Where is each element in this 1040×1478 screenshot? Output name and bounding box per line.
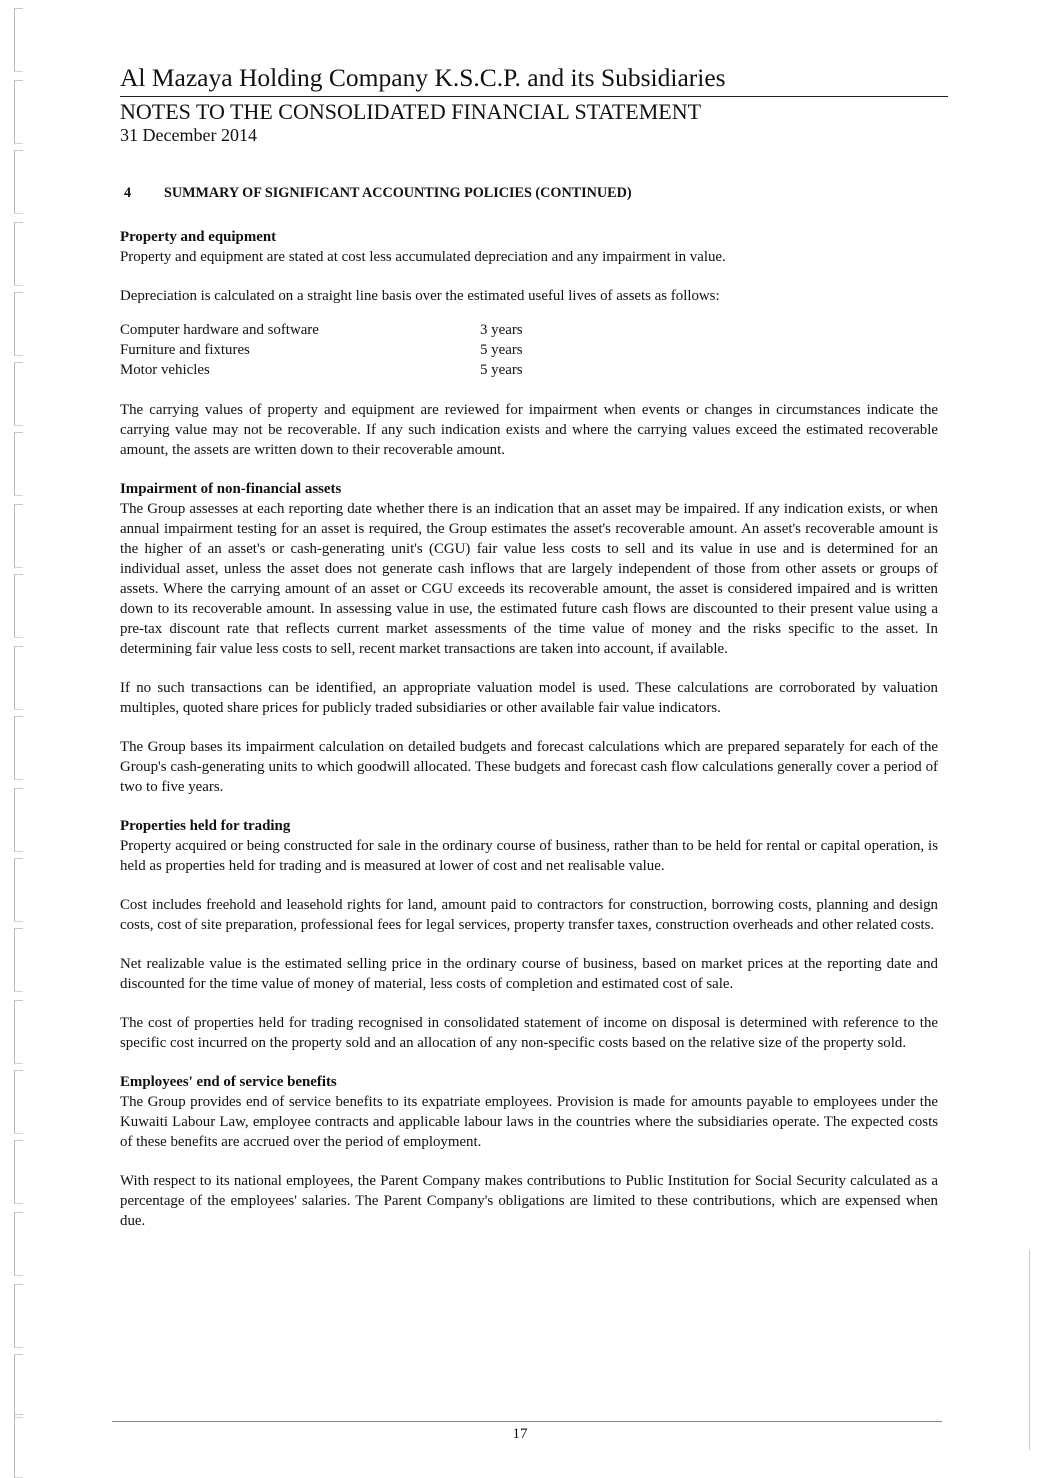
binding-mark: [14, 432, 23, 496]
useful-life: 5 years: [480, 342, 523, 358]
binding-hole-marks: [10, 0, 30, 1471]
binding-mark: [14, 574, 23, 638]
paragraph: Property and equipment are stated at cost less accumulated depreciation and any impairment in value.: [120, 249, 726, 265]
paragraph: The Group provides end of service benefits to its expatriate employees. Provision is made for amounts payable to employees under the Kuwaiti Labour Law, employee contracts and applicable labour laws in the countries where the subsidiaries operate. The expected costs of these benefits are accrued over the period of employment.: [120, 1094, 938, 1150]
document-title: NOTES TO THE CONSOLIDATED FINANCIAL STATEMENT: [120, 99, 702, 124]
paragraph: The carrying values of property and equipment are reviewed for impairment when events or changes in circumstances indicate the carrying value may not be recoverable. If any such indication exists and where the carrying values exceed the estimated recoverable amount, the assets are written down to their recoverable amount.: [120, 402, 938, 458]
asset-name: Motor vehicles: [120, 362, 210, 378]
table-row: [120, 360, 938, 380]
section-title: SUMMARY OF SIGNIFICANT ACCOUNTING POLICIES (CONTINUED): [164, 185, 632, 201]
document-date: 31 December 2014: [120, 125, 257, 145]
properties-trading-block: [120, 816, 938, 1053]
impairment-block: [120, 479, 938, 797]
page-header: [120, 62, 948, 94]
header-rule: [120, 96, 948, 97]
employees-heading: Employees' end of service benefits: [120, 1074, 337, 1090]
paragraph: The Group assesses at each reporting date whether there is an indication that an asset may be impaired. If any indication exists, or when annual impairment testing for an asset is required, the Group estimates the asset's recoverable amount. An asset's recoverable amount is the higher of an asset's or cash-generating unit's (CGU) fair value less costs to sell and its value in use and is determined for an individual asset, unless the asset does not generate cash inflows that are largely independent of those from other assets or groups of assets. Where the carrying amount of an asset or CGU exceeds its recoverable amount, the asset is considered impaired and is written down to its recoverable amount. In assessing value in use, the estimated future cash flows are discounted to their present value using a pre-tax discount rate that reflects current market assessments of the time value of money and the risks specific to the asset. In determining fair value less costs to sell, recent market transactions are taken into account, if available.: [120, 501, 938, 657]
binding-mark: [14, 8, 23, 72]
paragraph: The cost of properties held for trading recognised in consolidated statement of income on disposal is determined with reference to the specific cost incurred on the property sold and an allocation of any non-specific costs based on the relative size of the property sold.: [120, 1015, 938, 1051]
binding-mark: [14, 504, 23, 568]
paragraph: With respect to its national employees, the Parent Company makes contributions to Public Institution for Social Security calculated as a percentage of the employees' salaries. The Parent Company's obligations are limited to these contributions, which are expensed when due.: [120, 1173, 938, 1229]
company-name: Al Mazaya Holding Company K.S.C.P. and its Subsidiaries: [120, 63, 726, 92]
binding-mark: [14, 646, 23, 710]
useful-life: 5 years: [480, 362, 523, 378]
binding-mark: [14, 1212, 23, 1276]
binding-mark: [14, 788, 23, 852]
property-equipment-block: [120, 227, 938, 460]
useful-life: 3 years: [480, 322, 523, 338]
table-row: [120, 340, 938, 360]
paragraph: The Group bases its impairment calculation on detailed budgets and forecast calculations which are prepared separately for each of the Group's cash-generating units to which goodwill allocated. These budgets and forecast cash flow calculations generally cover a period of two to five years.: [120, 739, 938, 795]
employees-block: [120, 1072, 938, 1231]
binding-mark: [14, 1000, 23, 1064]
footer-rule: [112, 1421, 942, 1422]
paragraph: Cost includes freehold and leasehold rights for land, amount paid to contractors for construction, borrowing costs, planning and design costs, cost of site preparation, professional fees for legal services, property transfer taxes, construction overheads and other related costs.: [120, 897, 938, 933]
section-number: 4: [124, 185, 132, 201]
binding-mark: [14, 292, 23, 356]
asset-name: Computer hardware and software: [120, 322, 319, 338]
page-number: 17: [512, 1426, 528, 1442]
binding-mark: [14, 1284, 23, 1348]
binding-mark: [14, 150, 23, 214]
binding-mark: [14, 1070, 23, 1134]
binding-mark: [14, 1140, 23, 1204]
table-row: [120, 320, 938, 340]
properties-trading-heading: Properties held for trading: [120, 818, 291, 834]
binding-mark: [14, 80, 23, 144]
binding-mark: [14, 716, 23, 780]
paragraph: Property acquired or being constructed for sale in the ordinary course of business, rather than to be held for rental or capital operation, is held as properties held for trading and is measured at lower of cost and net realisable value.: [120, 838, 938, 874]
binding-mark: [14, 1354, 23, 1418]
section-heading: [120, 183, 938, 207]
depreciation-table: [120, 320, 938, 380]
scan-edge-line: [1029, 1250, 1030, 1450]
property-equipment-heading: Property and equipment: [120, 229, 277, 245]
impairment-heading: Impairment of non-financial assets: [120, 481, 342, 497]
page-body: [120, 183, 938, 1250]
paragraph: Net realizable value is the estimated selling price in the ordinary course of business, based on market prices at the reporting date and discounted for the time value of money of material, less costs of completion and estimated cost of sale.: [120, 956, 938, 992]
paragraph: Depreciation is calculated on a straight line basis over the estimated useful lives of assets as follows:: [120, 288, 720, 304]
asset-name: Furniture and fixtures: [120, 342, 250, 358]
binding-mark: [14, 362, 23, 426]
binding-mark: [14, 858, 23, 922]
paragraph: If no such transactions can be identified, an appropriate valuation model is used. These calculations are corroborated by valuation multiples, quoted share prices for publicly traded subsidiaries or other available fair value indicators.: [120, 680, 938, 716]
binding-mark: [14, 222, 23, 286]
binding-mark: [14, 928, 23, 992]
